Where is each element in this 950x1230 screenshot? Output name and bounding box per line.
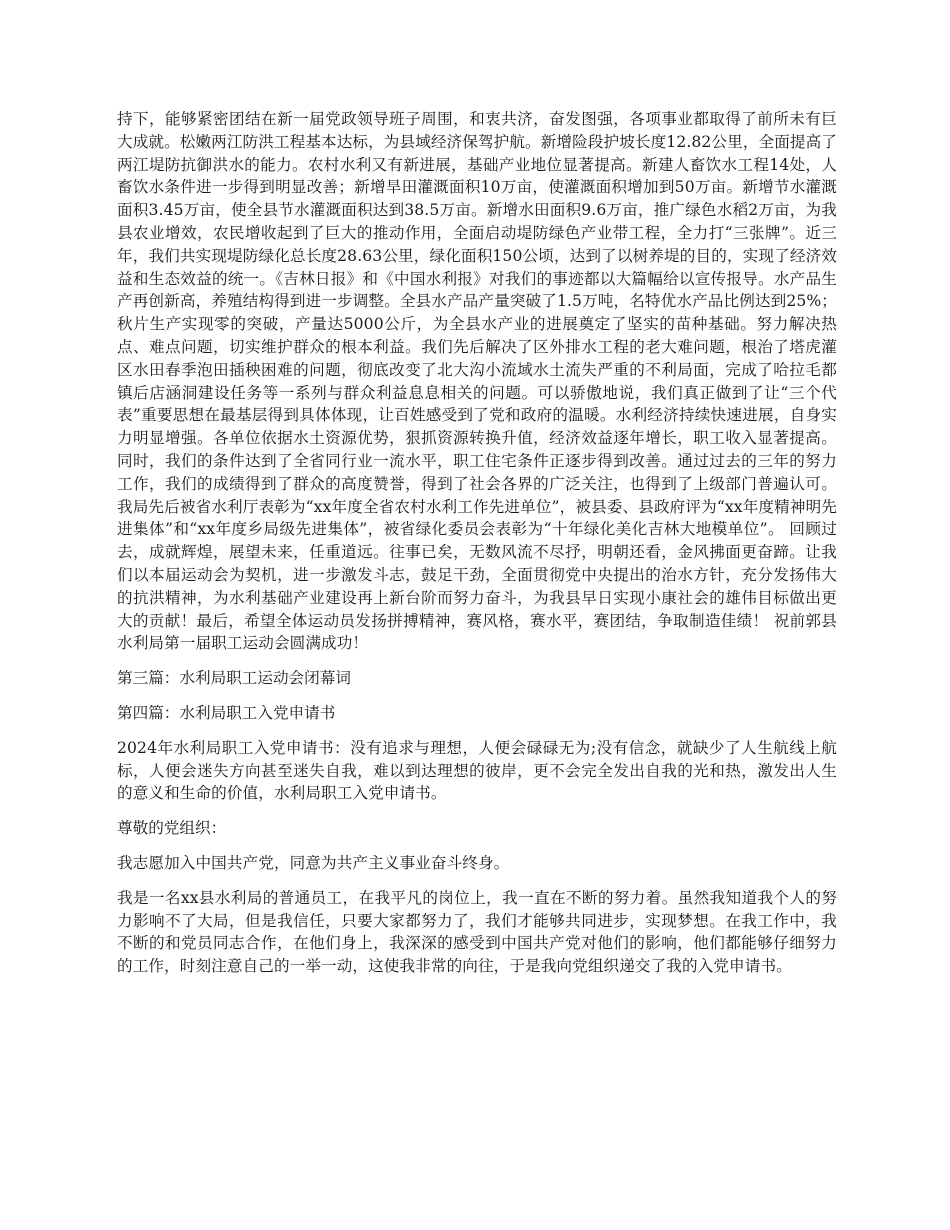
section-heading-3: 第三篇：水利局职工运动会闭幕词 [117,669,351,688]
section-heading-4: 第四篇：水利局职工入党申请书 [117,703,336,722]
salutation: 尊敬的党组织： [117,819,227,838]
paragraph-application-body: 我是一名xx县水利局的普通员工，在我平凡的岗位上，我一直在不断的努力着。虽然我知道我个人的努力影响不了大局，但是我信任，只要大家都努力了，我们才能够共同进步，实现梦想。在我工作中，我不断的和党员同志合作，在他们身上，我深深的感受到中国共产党对他们的影响，他们都能够仔细努力的工作，时刻注意自己的一举一动，这使我非常的向往，于是我向党组织递交了我的入党申请书。 [117,888,837,976]
paragraph-application-intro: 2024年水利局职工入党申请书：没有追求与理想，人便会碌碌无为;没有信念，就缺少了人生航线上航标，人便会迷失方向甚至迷失自我，难以到达理想的彼岸，更不会完全发出自我的光和热，激发出人生的意义和生命的价值，水利局职工入党申请书。 [117,738,837,803]
paragraph-speech-body: 持下，能够紧密团结在新一届党政领导班子周围，和衷共济，奋发图强，各项事业都取得了前所未有巨大成就。松嫩两江防洪工程基本达标，为县域经济保驾护航。新增险段护坡长度12.82公里，全面提高了两江堤防抗御洪水的能力。农村水利又有新进展，基础产业地位显著提高。新建人畜饮水工程14处，人畜饮水条件进一步得到明显改善；新增旱田灌溉面积10万亩，使灌溉面积增加到50万亩。新增节水灌溉面积3.45万亩，使全县节水灌溉面积达到38.5万亩。新增水田面积9.6万亩，推广绿色水稻2万亩，为我县农业增效，农民增收起到了巨大的推动作用，全面启动堤防绿色产业带工程，全力打“三张牌”。近三年，我们共实现堤防绿化总长度28.63公里，绿化面积150公顷，达到了以树养堤的目的，实现了经济效益和生态效益的统一。《吉林日报》和《中国水利报》对我们的事迹都以大篇幅给以宣传报导。水产品生产再创新高，养殖结构得到进一步调整。全县水产品产量突破了1.5万吨，名特优水产品比例达到25%；秋片生产实现零的突破，产量达5000公斤，为全县水产业的进展奠定了坚实的苗种基础。努力解决热点、难点问题，切实维护群众的根本利益。我们先后解决了区外排水工程的老大难问题，根治了塔虎灌区水田春季泡田插秧困难的问题，彻底改变了北大沟小流域水土流失严重的不利局面，完成了哈拉毛都镇后店涵洞建设任务等一系列与群众利益息息相关的问题。可以骄傲地说，我们真正做到了让“三个代表”重要思想在最基层得到具体体现，让百姓感受到了党和政府的温暖。水利经济持续快速进展，自身实力明显增强。各单位依据水土资源优势，狠抓资源转换升值，经济效益逐年增长，职工收入显著提高。同时，我们的条件达到了全省同行业一流水平，职工住宅条件正逐步得到改善。通过过去的三年的努力工作，我们的成绩得到了群众的高度赞誉，得到了社会各界的广泛关注，也得到了上级部门普遍认可。我局先后被省水利厅表彰为“xx年度全省农村水利工作先进单位”，被县委、县政府评为“xx年度精神明先进集体”和“xx年度乡局级先进集体”，被省绿化委员会表彰为“十年绿化美化吉林大地模单位”。 回顾过去，成就辉煌，展望未来，任重道远。往事已矣，无数风流不尽抒，明朝还看，金风拂面更奋蹄。让我们以本届运动会为契机，进一步激发斗志，鼓足干劲，全面贯彻党中央提出的治水方针，充分发扬伟大的抗洪精神，为水利基础产业建设再上新台阶而努力奋斗，为我县早日实现小康社会的雄伟目标做出更大的贡献！最后，希望全体运动员发扬拼搏精神，赛风格，赛水平，赛团结，争取制造佳绩！ 祝前郭县水利局第一届职工运动会圆满成功！ [117,110,837,653]
document-body [117,108,837,990]
paragraph-pledge: 我志愿加入中国共产党，同意为共产主义事业奋斗终身。 [117,853,510,872]
